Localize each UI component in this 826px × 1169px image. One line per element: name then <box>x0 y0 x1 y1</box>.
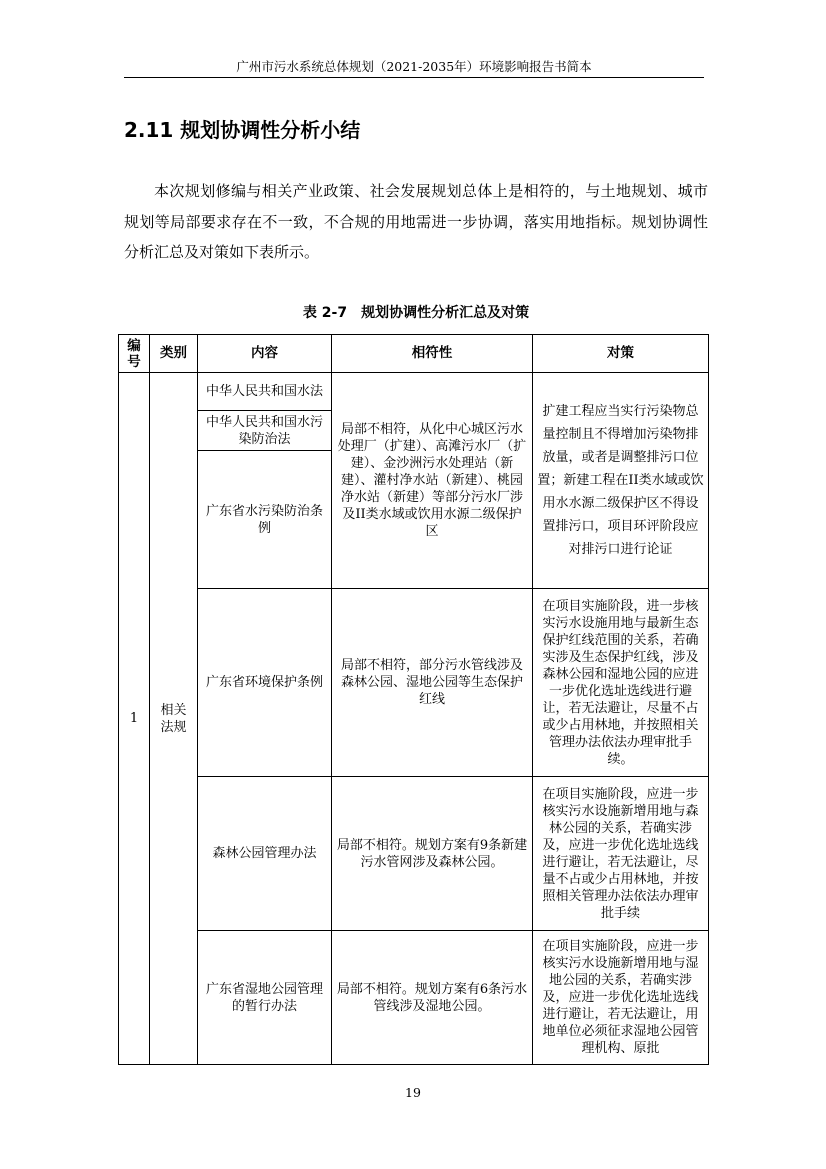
group-category-cell: 相关法规 <box>150 373 198 1065</box>
table-row <box>119 777 709 931</box>
coordination-table <box>118 334 709 1065</box>
header-no: 编号 <box>119 335 150 373</box>
header-category: 类别 <box>150 335 198 373</box>
table-row <box>119 589 709 777</box>
body-paragraph: 本次规划修编与相关产业政策、社会发展规划总体上是相符的，与土地规划、城市规划等局部要求存在不一致，不合规的用地需进一步协调，落实用地指标。规划协调性分析汇总及对策如下表所示。 <box>124 182 708 261</box>
page-number: 19 <box>405 1085 421 1100</box>
header-conformity: 相符性 <box>332 335 533 373</box>
header-measure: 对策 <box>533 335 709 373</box>
measure-cell: 在项目实施阶段，应进一步核实污水设施新增用地与湿地公园的关系，若确实涉及，应进一步优化选址选线进行避让，若无法避让，用地单位必须征求湿地公园管理机构、原批 <box>533 931 709 1065</box>
table-row <box>119 931 709 1065</box>
header-rule <box>124 77 704 78</box>
table-header-row <box>119 335 709 373</box>
measure-cell: 扩建工程应当实行污染物总量控制且不得增加污染物排放量，或者是调整排污口位置；新建工程在II类水域或饮用水水源二级保护区不得设置排污口，项目环评阶段应对排污口进行论证 <box>533 373 709 589</box>
content-cell: 广东省环境保护条例 <box>198 589 332 777</box>
content-cell: 森林公园管理办法 <box>198 777 332 931</box>
content-cell: 广东省水污染防治条例 <box>198 451 332 589</box>
table-caption: 表 2-7 规划协调性分析汇总及对策 <box>302 305 530 321</box>
header-content: 内容 <box>198 335 332 373</box>
conformity-cell: 局部不相符。规划方案有9条新建污水管网涉及森林公园。 <box>332 777 533 931</box>
content-cell: 广东省湿地公园管理的暂行办法 <box>198 931 332 1065</box>
section-heading: 2.11 规划协调性分析小结 <box>124 118 361 142</box>
measure-cell: 在项目实施阶段，应进一步核实污水设施新增用地与森林公园的关系，若确实涉及，应进一步优化选址选线进行避让，若无法避让，尽量不占或少占用林地，并按照相关管理办法依法办理审批手续 <box>533 777 709 931</box>
conformity-cell: 局部不相符，部分污水管线涉及森林公园、湿地公园等生态保护红线 <box>332 589 533 777</box>
conformity-cell: 局部不相符。规划方案有6条污水管线涉及湿地公园。 <box>332 931 533 1065</box>
running-header: 广州市污水系统总体规划（2021-2035年）环境影响报告书简本 <box>236 59 592 74</box>
measure-cell: 在项目实施阶段，进一步核实污水设施用地与最新生态保护红线范围的关系，若确实涉及生态保护红线，涉及森林公园和湿地公园的应进一步优化选址选线进行避让，若无法避让，尽量不占或少占用林地，并按照相关管理办法依法办理审批手续。 <box>533 589 709 777</box>
conformity-cell: 局部不相符，从化中心城区污水处理厂（扩建）、高滩污水厂（扩建）、金沙洲污水处理站（新建）、灌村净水站（新建）、桃园净水站（新建）等部分污水厂涉及II类水域或饮用水源二级保护区 <box>332 373 533 589</box>
group-no-cell: 1 <box>119 373 150 1065</box>
content-cell: 中华人民共和国水污染防治法 <box>198 411 332 451</box>
table-row <box>119 373 709 411</box>
content-cell: 中华人民共和国水法 <box>198 373 332 411</box>
